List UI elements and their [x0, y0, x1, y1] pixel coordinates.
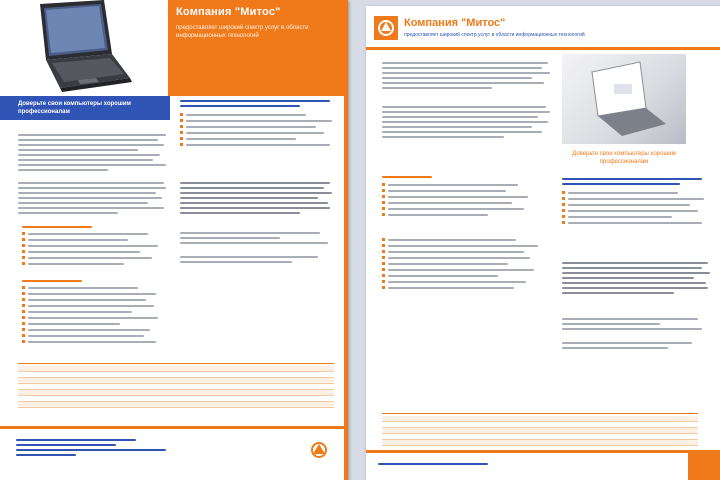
company-logo-icon: [374, 16, 398, 40]
services-list-1: [382, 176, 552, 219]
about-text-block: [18, 182, 168, 217]
right-column-text-2: [562, 318, 712, 333]
right-column-text-2: [180, 232, 336, 247]
page-1-footer: [0, 426, 344, 480]
laptop-photo: [0, 0, 168, 96]
page-2-header: [366, 6, 720, 50]
monitor-photo-icon: [562, 54, 686, 144]
page-edge-stripe: [344, 0, 348, 480]
right-column-text-3: [180, 256, 336, 266]
price-table: [18, 356, 334, 408]
page-2-footer: [366, 450, 720, 480]
services-list-2: [382, 238, 552, 292]
company-tagline: предоставляет широкий спектр услуг в области информационных технологий: [404, 32, 585, 38]
right-column-list: [180, 100, 336, 149]
services-list-2: [22, 280, 168, 346]
company-name: Компания "Митос": [176, 6, 281, 18]
footer-orange-corner: [688, 450, 720, 480]
header-orange-panel: [168, 0, 348, 96]
services-list-1: [22, 226, 168, 268]
right-column-text-3: [562, 342, 712, 352]
about-text-block: [382, 106, 552, 141]
slogan-bar: Доверьте свои компьютеры хорошим профессионалам: [0, 96, 170, 120]
brochure-page-2: [366, 6, 720, 480]
price-table: [382, 406, 698, 446]
company-name: Компания "Митос": [404, 17, 506, 29]
right-column-text: [180, 182, 336, 217]
slogan-text: Доверьте свои компьютеры хорошим профессионалам: [572, 151, 676, 165]
right-column-text: [562, 262, 712, 297]
intro-text-block: [382, 62, 552, 92]
intro-text-block: [18, 134, 168, 174]
laptop-icon: [0, 0, 168, 96]
company-tagline: предоставляет широкий спектр услуг в области информационных технологий: [176, 25, 309, 39]
company-logo-icon: [310, 441, 328, 459]
brochure-page-1: [0, 0, 348, 480]
right-column-list: [562, 178, 712, 227]
